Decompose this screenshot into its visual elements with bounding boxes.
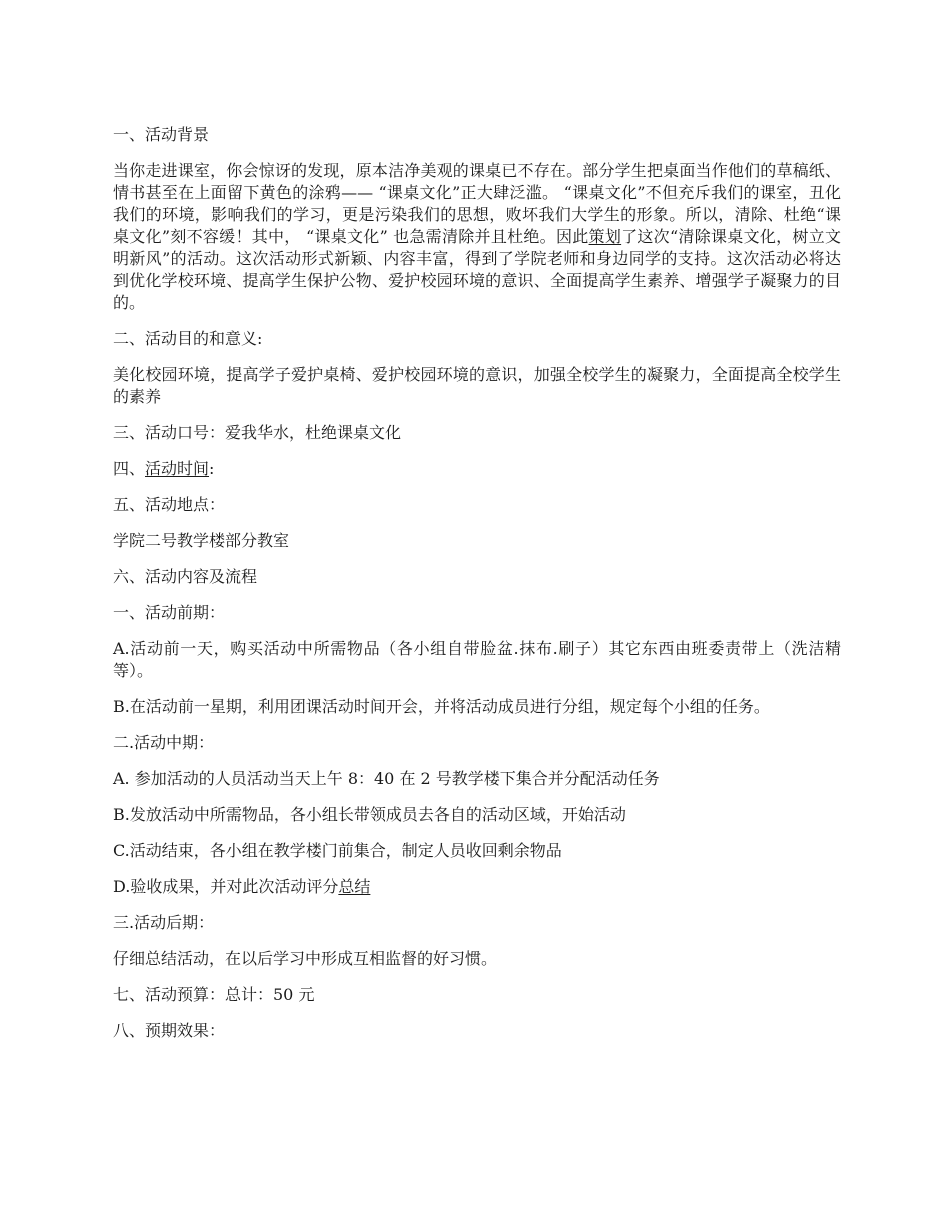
section-heading-background: 一、活动背景 — [113, 125, 210, 144]
section-heading-content: 六、活动内容及流程 — [113, 567, 258, 586]
early-item-a: A.活动前一天，购买活动中所需物品（各小组自带脸盆.抹布.刷子）其它东西由班委责带上（洗洁精等）。 — [113, 639, 841, 680]
background-text-a: 当你走进课室，你会惊讶的发现，原本洁净美观的课桌已不存在。部分学生把桌面当作他们的草稿纸、情书甚至在上面留下黄色的涂鸦—— “课桌文化”正大肆泛滥。 “课桌文化”不但充斥我们的课室，丑化我们的环境，影响我们的学习，更是污染我们的思想，败坏我们大学生的形象。所以，清除、杜绝“课桌文化”刻不容缓！其中， “课桌文化” 也急需清除并且杜绝。因此 — [113, 161, 841, 246]
middle-item-d — [113, 876, 841, 898]
phase-heading-middle: 二.活动中期： — [113, 733, 215, 752]
slogan-line: 三、活动口号：爱我华水，杜绝课桌文化 — [113, 423, 402, 442]
time-suffix: : — [209, 459, 215, 478]
phase-heading-early: 一、活动前期： — [113, 603, 226, 622]
middle-item-c: C.活动结束，各小组在教学楼门前集合，制定人员收回剩余物品 — [113, 841, 562, 860]
section-heading-expected-effect: 八、预期效果： — [113, 1021, 226, 1040]
section-heading-purpose: 二、活动目的和意义: — [113, 329, 263, 348]
location-text: 学院二号教学楼部分教室 — [113, 531, 290, 550]
middle-item-a: A. 参加活动的人员活动当天上午 8：40 在 2 号教学楼下集合并分配活动任务 — [113, 769, 660, 788]
planning-link[interactable]: 策划 — [588, 227, 622, 246]
section-heading-time — [113, 458, 841, 480]
middle-item-d-text: D.验收成果，并对此次活动评分 — [113, 877, 339, 896]
background-paragraph — [113, 160, 841, 314]
late-item: 仔细总结活动，在以后学习中形成互相监督的好习惯。 — [113, 949, 498, 968]
purpose-paragraph: 美化校园环境，提高学子爱护桌椅、爱护校园环境的意识，加强全校学生的凝聚力，全面提高全校学生的素养 — [113, 365, 841, 406]
early-item-b: B.在活动前一星期，利用团课活动时间开会，并将活动成员进行分组，规定每个小组的任务。 — [113, 697, 770, 716]
document-page — [113, 124, 841, 1056]
phase-heading-late: 三.活动后期： — [113, 913, 215, 932]
activity-time-link[interactable]: 活动时间 — [145, 459, 210, 478]
budget-line: 七、活动预算：总计：50 元 — [113, 985, 315, 1004]
summary-link[interactable]: 总结 — [338, 877, 371, 896]
background-text-b: 了这次“清除课桌文化，树立文明新风”的活动。这次活动形式新颖、内容丰富，得到了学院老师和身边同学的支持。这次活动必将达到优化学校环境、提高学生保护公物、爱护校园环境的意识、全面提高学生素养、增强学子凝聚力的目的。 — [113, 227, 841, 312]
time-prefix: 四、 — [113, 459, 146, 478]
middle-item-b: B.发放活动中所需物品，各小组长带领成员去各自的活动区域，开始活动 — [113, 805, 626, 824]
section-heading-location: 五、活动地点： — [113, 495, 226, 514]
